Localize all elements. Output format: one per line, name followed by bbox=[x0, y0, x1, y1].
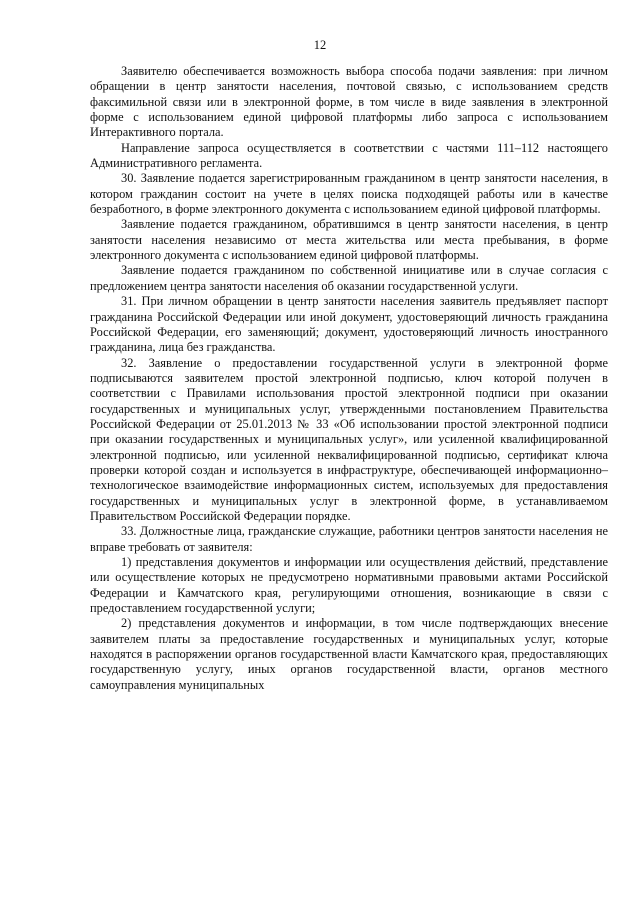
paragraph-clause-33: 33. Должностные лица, гражданские служащие, работники центров занятости населения не вправе требовать от заявителя: bbox=[90, 524, 608, 554]
paragraph-own-initiative: Заявление подается гражданином по собственной инициативе или в случае согласия с предложением центра занятости населения об оказании государственной услуги. bbox=[90, 263, 608, 293]
paragraph-request-direction: Направление запроса осуществляется в соответствии с частями 111–112 настоящего Административного регламента. bbox=[90, 140, 608, 171]
paragraph-item-2: 2) представления документов и информации, в том числе подтверждающих внесение заявителем платы за предоставление государственных и муниципальных услуг, которые находятся в распоряжении органов государственной власти Камчатского края, предоставляющих государственную услугу, иных органов государственной власти, органов местного самоуправления муниципальных bbox=[90, 616, 608, 692]
paragraph-clause-31: 31. При личном обращении в центр занятости населения заявитель предъявляет паспорт гражданина Российской Федерации или иной документ, удостоверяющий личность гражданина Российской Федерации, его заменяющий; документ, удостоверяющий личность иностранного гражданина, лица без гражданства. bbox=[90, 294, 608, 355]
paragraph-submission-methods: Заявителю обеспечивается возможность выбора способа подачи заявления: при личном обращении в центр занятости населения, почтовой связью, с использованием средств факсимильной связи или в электронной форме, в том числе в виде заявления в электронной форме с использованием единой цифровой платформы либо запроса с использованием Интерактивного портала. bbox=[90, 64, 608, 140]
paragraph-clause-32: 32. Заявление о предоставлении государственной услуги в электронной форме подписываются заявителем простой электронной подписью, ключ которой получен в соответствии с Правилами использования простой электронной подписи при оказании государственных и муниципальных услуг, утвержденными постановлением Правительства Российской Федерации от 25.01.2013 № 33 «Об использовании простой электронной подписи при оказании государственных и муниципальных услуг», или усиленной квалифицированной электронной подписью, или усиленной неквалифицированной подписью, сертификат ключа проверки которой создан и используется в инфраструктуре, обеспечивающей информационно–технологическое взаимодействие информационных систем, используемых для предоставления государственных и муниципальных услуг в электронной форме, в устанавливаемом Правительством Российской Федерации порядке. bbox=[90, 355, 608, 523]
paragraph-application-any-center: Заявление подается гражданином, обратившимся в центр занятости населения, в центр занятости населения независимо от места жительства или места пребывания, в форме электронного документа с использованием единой цифровой платформы. bbox=[90, 217, 608, 263]
document-body bbox=[90, 64, 608, 693]
paragraph-item-1: 1) представления документов и информации или осуществления действий, представление или осуществление которых не предусмотрено нормативными правовыми актами Российской Федерации и Камчатского края, регулирующими отношения, возникающие в связи с предоставлением государственной услуги; bbox=[90, 555, 608, 616]
paragraph-clause-30: 30. Заявление подается зарегистрированным гражданином в центр занятости населения, в котором гражданин состоит на учете в целях поиска подходящей работы или в качестве безработного, в форме электронного документа с использованием единой цифровой платформы. bbox=[90, 171, 608, 217]
page-number: 12 bbox=[313, 38, 327, 52]
